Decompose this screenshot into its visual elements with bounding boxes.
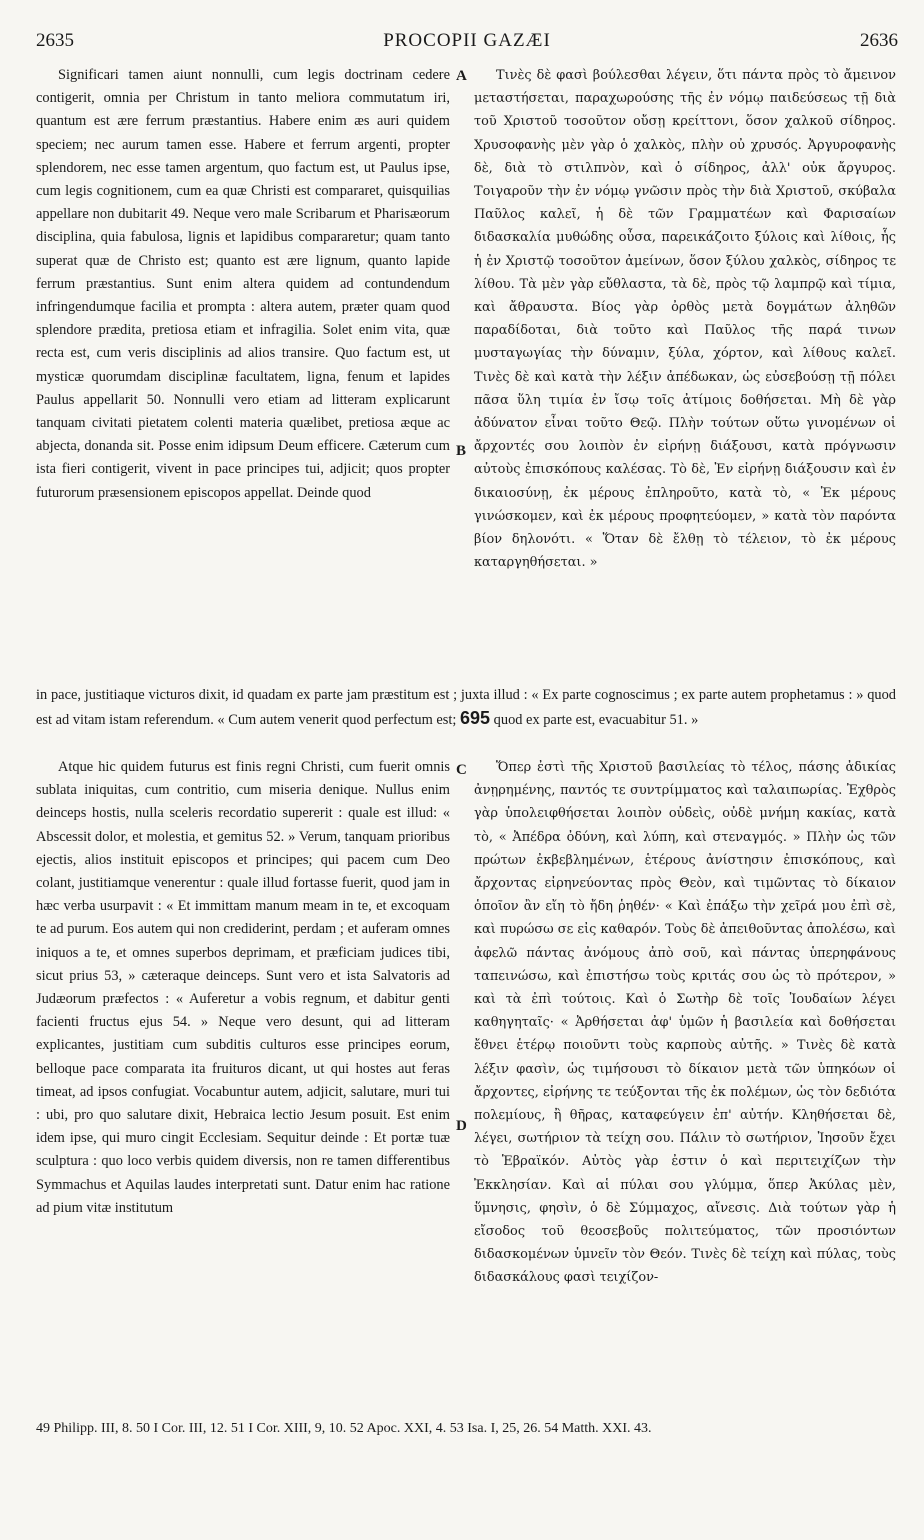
- greek-column-block-1: [474, 64, 896, 682]
- latin-column-block-2: [36, 756, 450, 1406]
- greek-paragraph: Τινὲς δὲ φασὶ βούλεσθαι λέγειν, ὅτι πάντα πρὸς τὸ ἄμεινον μεταστήσεται, παραχωρούσης τῆς ἐν νόμῳ παιδεύσεως τῇ διὰ τοῦ Χριστοῦ τοσοῦτον οὔσῃ κρείττονι, ὅσον χαλκοῦ σίδηρος. Χρυσοφανὴς μὲν γὰρ ὁ χαλκὸς, πλὴν οὐ χρυσός. Ἀργυροφανὴς δὲ, διὰ τὸ στιλπνὸν, καὶ ὁ σίδηρος, ἀλλ' οὐκ ἄργυρος. Τοιγαροῦν τὴν ἐν νόμῳ γνῶσιν πρὸς τὴν διὰ Χριστοῦ, σκύβαλα Παῦλος καλεῖ, ἡ δὲ τῶν Γραμματέων καὶ Φαρισαίων διδασκαλία μυθώδης οὖσα, παρεικάζοιτο ξύλοις καὶ λίθοις, ἧς ἡ ἐν Χριστῷ τοσοῦτον ἀμείνων, ὅσον ξύλου χαλκὸς, σίδηρος τε λίθου. Τὰ μὲν γὰρ εὔθλαστα, τὰ δὲ, πρὸς τῷ λαμπρῷ καὶ τίμια, καὶ ἄθραυστα. Βίος γὰρ ὀρθὸς μετὰ δογμάτων ἀληθῶν παραδίδοται, διὰ τοῦτο καὶ Παῦλος τῆς παρά τινων μυσταγωγίας τὴν δύναμιν, ξύλα, χόρτον, καὶ λίθους καλεῖ. Τινὲς δὲ καὶ κατὰ τὴν λέξιν ἀπέδωκαν, ὡς εὐσεβούσῃ τῇ πόλει πᾶσα ὕλη τιμία ἐν ἴσῳ τοῖς ἀτίμοις δοθήσεται. Μὴ δὲ γὰρ ἀδύνατον εἶναι τοῦτο Θεῷ. Πλὴν τούτων οὕτω γινομένων οἱ ἄρχοντές σου λοιπὸν ἐν εἰρήνῃ διάξουσι, κατὰ πρόγνωσιν αὐτοὺς ἐπισκόπους καλέσας. Τὸ δὲ, Ἐν εἰρήνῃ διάξουσιν καὶ ἐν δικαιοσύνῃ, ἐκ μέρους ἐπληροῦτο, κατὰ τὸ, « Ἐκ μέρους γινώσκομεν, καὶ ἐκ μέρους προφητεύομεν, » κατὰ τὸν παρόντα βίον δηλονότι. « Ὅταν δὲ ἔλθῃ τὸ τέλειον, τὸ ἐκ μέρους καταργηθήσεται. »: [474, 68, 896, 571]
- full-width-text-part-2: quod ex parte est, evacuabitur 51. »: [493, 712, 699, 729]
- greek-column-block-2: [474, 756, 896, 1406]
- right-column-number: 2636: [860, 30, 898, 51]
- page-header: [36, 30, 898, 58]
- full-width-paragraph: [36, 684, 896, 732]
- margin-letter-a: A: [456, 68, 467, 84]
- footnotes: 49 Philipp. III, 8. 50 I Cor. III, 12. 51 I Cor. XIII, 9, 10. 52 Apoc. XXI, 4. 53 Isa. I, 25, 26. 54 Matth. XXI. 43.: [36, 1421, 652, 1436]
- greek-paragraph-2: Ὅπερ ἐστὶ τῆς Χριστοῦ βασιλείας τὸ τέλος, πάσης ἀδικίας ἀνῃρημένης, παντός τε συντρίμματος καὶ ταλαιπωρίας. Ἐχθρὸς γὰρ ὑπολειφθήσεται λοιπὸν οὐδεὶς, οὐδὲ μνήμη κακίας, κατὰ τὸ, « Ἀπέδρα ὀδύνη, καὶ λύπη, καὶ στεναγμός. » Πλὴν ὡς τῶν πρώτων ἐκβεβλημένων, ἑτέρους ἀνίστησιν ἐπισκόπους, καὶ ἄρχοντας εἰρηνεύοντας πρὸς Θεὸν, καὶ τιμῶντας τὸ δίκαιον ὁποῖον ἂν εἴη τὸ ἤδη ῥηθέν· « Καὶ ἐπάξω τὴν χεῖρά μου ἐπὶ σὲ, καὶ πυρώσω σε εἰς καθαρόν. Τοὺς δὲ ἀπειθοῦντας ἀπολέσω, καὶ ἀφελῶ πάντας ἀνόμους ἀπὸ σοῦ, καὶ πάντας ὑπερηφάνους ταπεινώσω, καὶ ἐπιστήσω τοὺς κριτάς σου ὡς τὸ πρότερον, » καὶ τὰ ἐπὶ τούτοις. Καὶ ὁ Σωτὴρ δὲ τοῖς Ἰουδαίων λέγει καθηγηταῖς· « Ἀρθήσεται ἀφ' ὑμῶν ἡ βασιλεία καὶ δοθήσεται ἔθνει ἑτέρῳ ποιοῦντι τοὺς καρποὺς αὐτῆς. » Τινὲς δὲ κατὰ λέξιν φασὶν, ὡς τιμήσουσι τὸ δίκαιον μετὰ τῶν ὑπηκόων οἱ ἄρχοντες, εἰρήνης τε τεύξονται τῆς ἐκ πολέμων, ὡς τὸν δεδιότα πολεμίους, ἢ θῆρας, καταφεύγειν ἐπ' αὐτήν. Κληθήσεται δὲ, λέγει, σωτήριον τὰ τείχη σου. Πάλιν τὸ σωτήριον, Ἰησοῦν ἔχει τὸ Ἑβραϊκόν. Αὐτὸς γὰρ ἐστιν ὁ καὶ περιτειχίζων τὴν Ἐκκλησίαν. Καὶ αἱ πύλαι σου γλύμμα, ὅπερ Ἀκύλας μὲν, ὕμνησις, φησὶν, ὁ δὲ Σύμμαχος, αἴνεσις. Διὰ τούτων γὰρ ἡ εἴσοδος τοῦ θεοσεβοῦς πολιτεύματος, τῶν προσιόντων διδασκομένων ὑμνεῖν τὸν Θεόν. Τινὲς δὲ τείχη καὶ πύλας, τοὺς διδασκάλους φασὶ τειχίζον-: [474, 760, 896, 1286]
- full-width-text-part-1: in pace, justitiaque victuros dixit, id quadam ex parte jam præstitum est ; juxta illud : « Ex parte cognoscimus ; ex parte autem prophetamus : » quod est ad vitam istam referendum. « Cum autem venerit quod perfectum est;: [36, 687, 896, 729]
- margin-letter-b: B: [456, 443, 467, 459]
- column-number-marker: 695: [460, 708, 491, 729]
- running-title: PROCOPII GAZÆI: [383, 30, 551, 51]
- full-width-text: [36, 684, 896, 756]
- margin-letter-c: C: [456, 762, 467, 778]
- latin-column-block-1: [36, 64, 450, 682]
- left-column-number: 2635: [36, 30, 74, 51]
- latin-paragraph: Significari tamen aiunt nonnulli, cum legis doctrinam cedere contigerit, omnia per Christum in tanto meliora commutatum iri, quantum est ære ferrum præstantius. Habere enim æs auri quidem speciem; nec aurum tamen esse. Habere et ferrum argenti, propter splendorem, nec esse tamen argentum, quo factum est, ut Paulus ipse, cum legis cognitionem, cum ea quæ Christi est compararet, quisquilias appellare non dubitarit 49. Neque vero male Scribarum et Pharisæorum disciplina, quia fabulosa, lignis et lapidibus compararetur; quam tanto superat quæ de Christo est; quanto est ære lignum, quanto lapide ferrum præstantius. Sunt enim altera quidem ad contundendum infringendumque facilia et prompta : altera autem, præter quam quod splendore prædita, pretiosa etiam et infragilia. Solet enim vita, quæ recta est, cum veris disciplinis ad alios transire. Quo factum est, ut mysticæ quorumdam disciplinæ facultatem, ligna, fenum et lapides Paulus appellarit 50. Nonnulli vero etiam ad litteram explicarunt tanquam civitati pietatem colenti materia quælibet, pretiosa æque ac abjecta, donanda sit. Posse enim idipsum Deum efficere. Cæterum cum ista fieri contigerit, vivent in pace principes tui, adjicit; quos propter futurorum præsensionem episcopos appellat. Deinde quod: [36, 67, 450, 501]
- latin-paragraph-2: Atque hic quidem futurus est finis regni Christi, cum fuerit omnis sublata iniquitas, cum contritio, cum miseria denique. Nullus enim deinceps hostis, nulla sceleris recordatio supererit : quale est illud: « Abscessit dolor, et molestia, et gemitus 52. » Verum, tanquam prioribus ejectis, alios instituit episcopos et principes; qui pacem cum Deo colant, justitiamque venerentur : quale illud fortasse fuerit, quod jam in hæc verba usurpavit : « Et immittam manum meam in te, et excoquam te ad purum. Eos autem qui non crediderint, perdam ; et auferam omnes iniquos a te, et omnes superbos deprimam, et præficiam judices tibi, sicut prius 53, » cæteraque deinceps. Sunt vero et ista Salvatoris ad Judæorum præfectos : « Auferetur a vobis regnum, et dabitur genti facienti fructus ejus 54. » Neque vero desunt, qui ad litteram explicantes, justitiam cum subditis culturos esse principes eorum, belloque pace comparata ita fruituros dicant, ut qui hostes aut feras timeat, ad ipsos confugiat. Vocabuntur autem, adjicit, salutare, muri tui : ubi, pro quo salutare dixit, Hebraica lectio Jesum posuit. Est enim idem ipse, qui muro cingit Ecclesiam. Sequitur deinde : Et portæ tuæ sculptura : quo loco verbis quidem diversis, non re tamen differentibus Symmachus et Aquilas laudes interpretati sunt. Datur enim hac ratione ad pium vitæ institutum: [36, 759, 450, 1216]
- margin-letter-d: D: [456, 1118, 467, 1134]
